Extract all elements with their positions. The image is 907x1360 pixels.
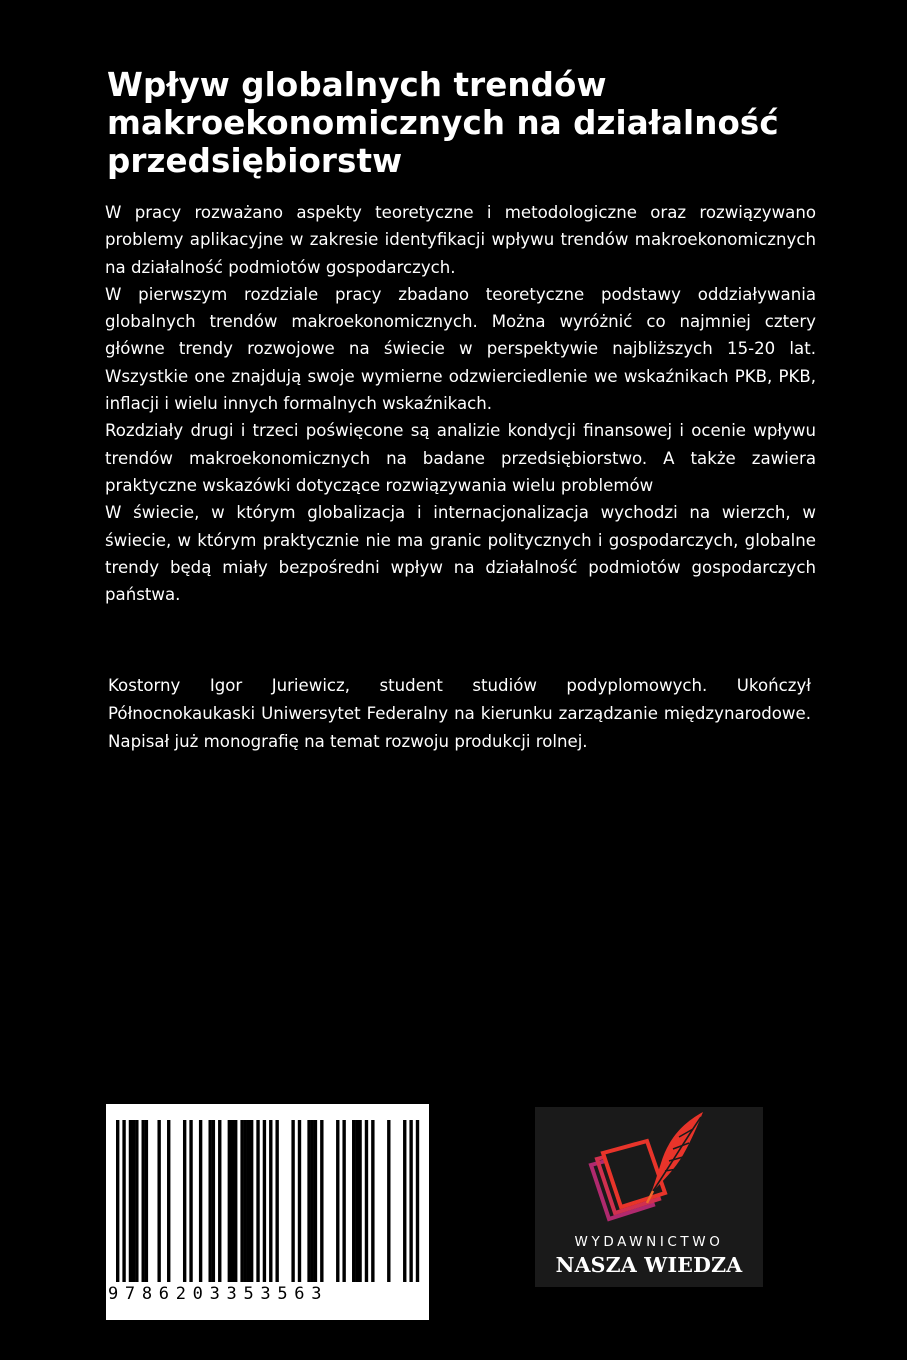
barcode-bar [116, 1120, 119, 1282]
barcode-bar [358, 1120, 361, 1282]
barcode-bar [342, 1120, 345, 1282]
barcode-bar [250, 1120, 253, 1282]
barcode-bar [142, 1120, 145, 1282]
barcode-bar [355, 1120, 358, 1282]
publisher-label: WYDAWNICTWO [574, 1234, 724, 1250]
description-paragraph: W pierwszym rozdziale pracy zbadano teoretyczne podstawy oddziaływania globalnych trendów makroekonomicznych. Można wyróżnić co najmniej cztery główne trendy rozwojowe na świecie w perspektywie najbliższych 15-20 lat. Wszystkie one znajdują swoje wymierne odzwierciedlenie we wskaźnikach PKB, PKB, inflacji i wielu innych formalnych wskaźnikach. [105, 284, 816, 414]
barcode-bar [352, 1120, 355, 1282]
barcode-bar [234, 1120, 237, 1282]
barcode-bar [269, 1120, 272, 1282]
publisher-logo [535, 1107, 763, 1287]
barcode-bar [183, 1120, 186, 1282]
author-bio: Kostorny Igor Juriewicz, student studiów podyplomowych. Ukończył Północnokaukaski Uniwersytet Federalny na kierunku zarządzanie międzynarodowe. Napisał już monografię na temat rozwoju produkcji rolnej. [108, 676, 811, 751]
barcode-bar [132, 1120, 135, 1282]
book-quill-icon [583, 1107, 713, 1232]
barcode-bar [291, 1120, 294, 1282]
barcode-bar [247, 1120, 250, 1282]
description-paragraph: W pracy rozważano aspekty teoretyczne i metodologiczne oraz rozwiązywano problemy aplikacyjne w zakresie identyfikacji wpływu trendów makroekonomicznych na działalność podmiotów gospodarczych. [105, 203, 816, 277]
isbn-number: 9786203353563 [108, 1284, 329, 1304]
publisher-name: NASZA WIEDZA [555, 1253, 743, 1277]
barcode-bar [403, 1120, 406, 1282]
barcode-bar [157, 1120, 160, 1282]
barcode-bar [256, 1120, 259, 1282]
barcode-bar [129, 1120, 132, 1282]
barcode-bar [208, 1120, 211, 1282]
book-description [105, 199, 816, 608]
barcode-bar [122, 1120, 125, 1282]
barcode-bar [275, 1120, 278, 1282]
barcode-bar [199, 1120, 202, 1282]
isbn-barcode [106, 1104, 429, 1320]
barcode-bar [307, 1120, 310, 1282]
barcode-bar [416, 1120, 419, 1282]
book-title: Wpływ globalnych trendów makroekonomicznych na działalność przedsiębiorstw [107, 66, 779, 180]
barcode-bar [189, 1120, 192, 1282]
barcode-bar [409, 1120, 412, 1282]
barcode-bar [263, 1120, 266, 1282]
barcode-bar [320, 1120, 323, 1282]
description-paragraph: Rozdziały drugi i trzeci poświęcone są analizie kondycji finansowej i ocenie wpływu trendów makroekonomicznych na badane przedsiębiorstwo. A także zawiera praktyczne wskazówki dotyczące rozwiązywania wielu problemów [105, 421, 816, 495]
barcode-bar [218, 1120, 221, 1282]
barcode-bar [240, 1120, 243, 1282]
barcode-bar [298, 1120, 301, 1282]
barcode-bar [314, 1120, 317, 1282]
barcode-bar [135, 1120, 138, 1282]
barcode-bar [365, 1120, 368, 1282]
barcode-bar [336, 1120, 339, 1282]
description-paragraph: W świecie, w którym globalizacja i internacjonalizacja wychodzi na wierzch, w świecie, w którym praktycznie nie ma granic politycznych i gospodarczych, globalne trendy będą miały bezpośredni wpływ na działalność podmiotów gospodarczych państwa. [105, 503, 816, 605]
barcode-bar [212, 1120, 215, 1282]
barcode-bar [231, 1120, 234, 1282]
barcode-bar [244, 1120, 247, 1282]
barcode-bar [371, 1120, 374, 1282]
barcode-bar [167, 1120, 170, 1282]
barcode-bar [387, 1120, 390, 1282]
barcode-bar [311, 1120, 314, 1282]
barcode-bar [145, 1120, 148, 1282]
barcode-bar [228, 1120, 231, 1282]
